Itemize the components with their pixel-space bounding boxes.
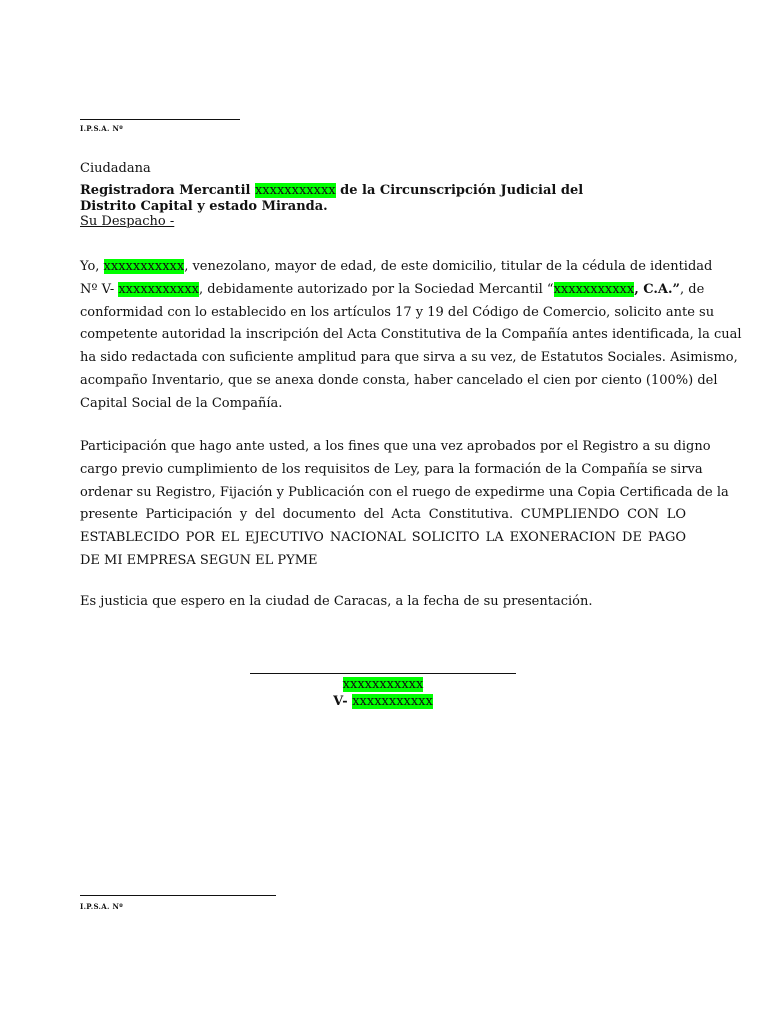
signer-id-placeholder: xxxxxxxxxxx <box>352 694 433 709</box>
company-suffix: , C.A.” <box>634 281 681 297</box>
recipient-line-2: Distrito Capital y estado Miranda. <box>80 199 328 214</box>
p1-text: , venezolano, mayor de edad, de este domicilio, titular de la cédula de identidad <box>184 259 713 274</box>
p1-line-7: Capital Social de la Compañía. <box>80 395 283 411</box>
header-ipsa: I.P.S.A. Nº <box>80 124 123 133</box>
p1-line-2 <box>80 279 705 302</box>
despacho: Su Despacho - <box>80 214 175 229</box>
recipient-line-1-pre: Registradora Mercantil <box>80 183 255 198</box>
p2-line-4: presente Participación y del documento del Acta Constitutiva. CUMPLIENDO CON LO <box>80 507 686 523</box>
p2-line-5: ESTABLECIDO POR EL EJECUTIVO NACIONAL SOLICITO LA EXONERACION DE PAGO <box>80 530 686 546</box>
signer-id-prefix: V- <box>333 694 353 709</box>
signature-id <box>250 693 516 711</box>
p1-text: , debidamente autorizado por la Sociedad Mercantil “ <box>199 281 554 297</box>
p1-line-6: acompaño Inventario, que se anexa donde consta, haber cancelado el cien por ciento (100%) del <box>80 372 718 388</box>
p1-line-1 <box>80 256 713 279</box>
signature-rule <box>250 673 516 674</box>
applicant-name-placeholder: xxxxxxxxxxx <box>103 259 185 274</box>
applicant-id-placeholder: xxxxxxxxxxx <box>118 281 199 297</box>
footer-rule <box>80 895 276 896</box>
p1-text: Nº V- <box>80 281 119 297</box>
paragraph-2 <box>80 436 729 573</box>
p2-line-6: DE MI EMPRESA SEGUN EL PYME <box>80 552 318 568</box>
paragraph-1 <box>80 256 742 416</box>
p2-line-3: ordenar su Registro, Fijación y Publicación con el ruego de expedirme una Copia Certificada de la <box>80 484 729 500</box>
company-name-placeholder: xxxxxxxxxxx <box>553 281 635 297</box>
p1-text: , de <box>680 281 705 297</box>
p1-line-3: conformidad con lo establecido en los artículos 17 y 19 del Código de Comercio, solicito ante su <box>80 304 715 320</box>
header-rule <box>80 119 240 120</box>
p1-text: Yo, <box>80 259 104 274</box>
p2-line-2: cargo previo cumplimiento de los requisitos de Ley, para la formación de la Compañía se sirva <box>80 461 703 477</box>
p2-line-1: Participación que hago ante usted, a los fines que una vez aprobados por el Registro a su digno <box>80 439 711 454</box>
registrar-placeholder: xxxxxxxxxxx <box>254 183 336 198</box>
closing-statement: Es justicia que espero en la ciudad de Caracas, a la fecha de su presentación. <box>80 594 593 609</box>
signer-name-placeholder: xxxxxxxxxxx <box>342 677 424 692</box>
salutation: Ciudadana <box>80 161 151 176</box>
signature-name <box>250 676 516 694</box>
p1-line-5: ha sido redactada con suficiente amplitud para que sirva a su vez, de Estatutos Sociales. Asimismo, <box>80 350 738 366</box>
recipient-line-1-post: de la Circunscripción Judicial del <box>335 183 584 198</box>
footer-ipsa: I.P.S.A. Nº <box>80 902 123 911</box>
p1-line-4: competente autoridad la inscripción del Acta Constitutiva de la Compañía antes identificada, la cual <box>80 327 742 343</box>
